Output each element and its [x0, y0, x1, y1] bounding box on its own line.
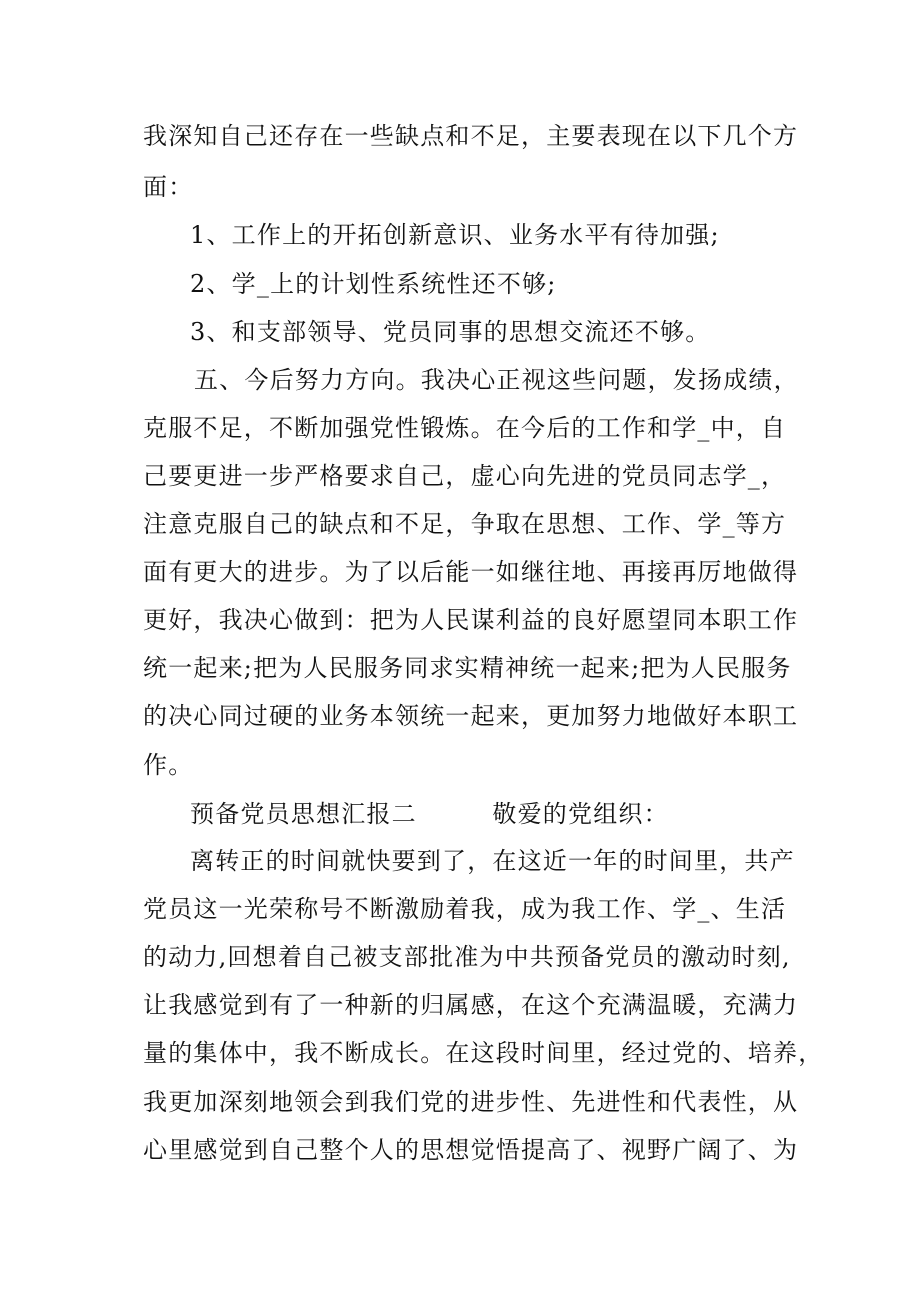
paragraph-line: 己要更进一步严格要求自己，虚心向先进的党员同志学_， — [143, 462, 787, 490]
paragraph-line: 五、今后努力方向。我决心正视这些问题，发扬成绩， — [194, 366, 799, 394]
paragraph-line: 面： — [143, 173, 194, 201]
paragraph-line: 我更加深刻地领会到我们党的进步性、先进性和代表性，从 — [143, 1088, 799, 1116]
paragraph-line: 作。 — [143, 751, 194, 779]
paragraph-line: 的动力,回想着自己被支部批准为中共预备党员的激动时刻, — [143, 943, 791, 971]
paragraph-line: 统一起来;把为人民服务同求实精神统一起来;把为人民服务 — [143, 654, 792, 682]
paragraph-line: 让我感觉到有了一种新的归属感，在这个充满温暖，充满力 — [143, 991, 799, 1019]
paragraph-line: 面有更大的进步。为了以后能一如继往地、再接再厉地做得 — [143, 558, 799, 586]
paragraph-line: 克服不足，不断加强党性锻炼。在今后的工作和学_中，自 — [143, 414, 787, 442]
paragraph-line: 心里感觉到自己整个人的思想觉悟提高了、视野广阔了、为 — [143, 1136, 799, 1164]
paragraph-line: 更好，我决心做到：把为人民谋利益的良好愿望同本职工作 — [143, 606, 799, 634]
paragraph-line: 我深知自己还存在一些缺点和不足，主要表现在以下几个方 — [143, 122, 799, 150]
paragraph-line: 的决心同过硬的业务本领统一起来，更加努力地做好本职工 — [143, 702, 799, 730]
paragraph-line: 量的集体中，我不断成长。在这段时间里，经过党的、培养， — [143, 1039, 824, 1067]
list-item: 2、学_上的计划性系统性还不够; — [190, 270, 557, 298]
list-item: 1、工作上的开拓创新意识、业务水平有待加强; — [190, 221, 720, 249]
paragraph-line: 离转正的时间就快要到了，在这近一年的时间里，共产 — [190, 847, 795, 875]
section-heading: 预备党员思想汇报二 敬爱的党组织： — [190, 800, 669, 828]
paragraph-line: 注意克服自己的缺点和不足，争取在思想、工作、学_等方 — [143, 510, 787, 538]
list-item: 3、和支部领导、党员同事的思想交流还不够。 — [190, 318, 711, 346]
paragraph-line: 党员这一光荣称号不断激励着我，成为我工作、学_、生活 — [143, 895, 787, 923]
